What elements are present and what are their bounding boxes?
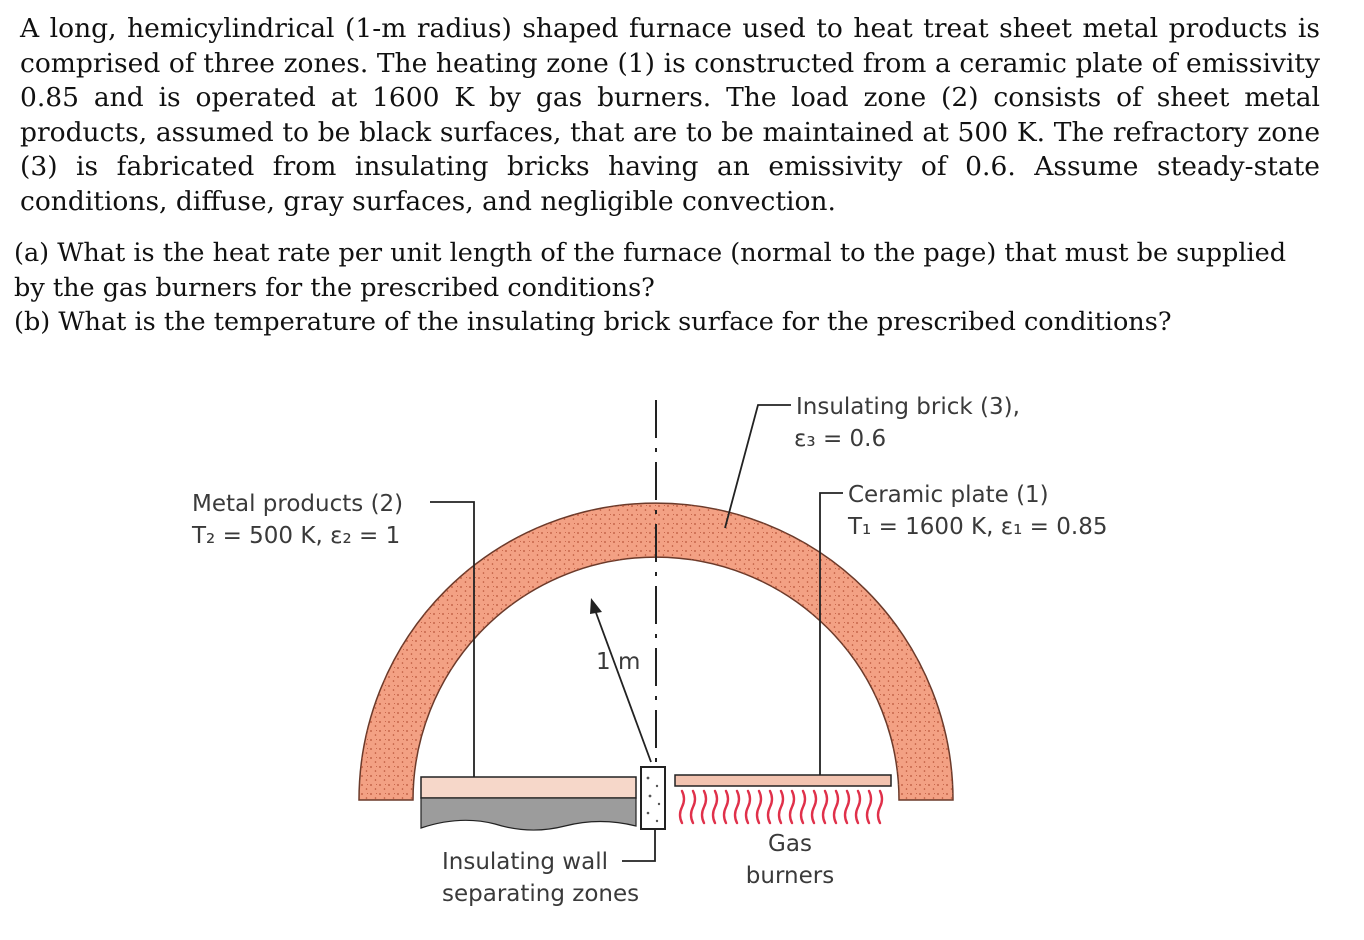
metal-products-label: [192, 488, 403, 552]
burner-label-line2: burners: [745, 863, 835, 889]
insulating-brick-label: [796, 391, 1020, 455]
metal-products-zone: [421, 777, 636, 830]
burner-label-line1: Gas: [768, 831, 812, 857]
question-b: (b) What is the temperature of the insulating brick surface for the prescribed conditions?: [14, 307, 1172, 337]
metal-label-line2: T₂ = 500 K, ε₂ = 1: [192, 523, 401, 549]
problem-statement: A long, hemicylindrical (1-m radius) shaped furnace used to heat treat sheet metal products is comprised of three zones. The heating zone (1) is constructed from a ceramic plate of emissivity 0.85 and is operated at 1600 K by gas burners. The load zone (2) consists of sheet metal products, assumed to be black surfaces, that are to be maintained at 500 K. The refractory zone (3) is fabricated from insulating bricks having an emissivity of 0.6. Assume steady-state conditions, diffuse, gray surfaces, and negligible convection.: [20, 13, 1320, 217]
wall-label-line1: Insulating wall: [442, 849, 608, 875]
ceramic-label-line2: T₁ = 1600 K, ε₁ = 0.85: [848, 514, 1108, 540]
gas-burners-label: [742, 828, 838, 892]
ceramic-plate: [675, 775, 891, 786]
gas-burner-flames: [680, 791, 882, 823]
wall-label-line2: separating zones: [442, 881, 640, 907]
insulating-wall: [641, 767, 665, 829]
ceramic-label-line1: Ceramic plate (1): [848, 482, 1049, 508]
question-a: (a) What is the heat rate per unit length of the furnace (normal to the page) that must be supplied by the gas burners for the prescribed conditions?: [14, 238, 1287, 303]
metal-label-line1: Metal products (2): [192, 491, 404, 517]
brick-label-line1: Insulating brick (3),: [796, 394, 1020, 420]
insulating-wall-label: [442, 846, 639, 910]
radius-arrow: [590, 598, 651, 762]
brick-label-line2: ε₃ = 0.6: [794, 426, 887, 452]
ceramic-plate-label: [848, 479, 1107, 543]
radius-label: 1 m: [596, 649, 641, 675]
